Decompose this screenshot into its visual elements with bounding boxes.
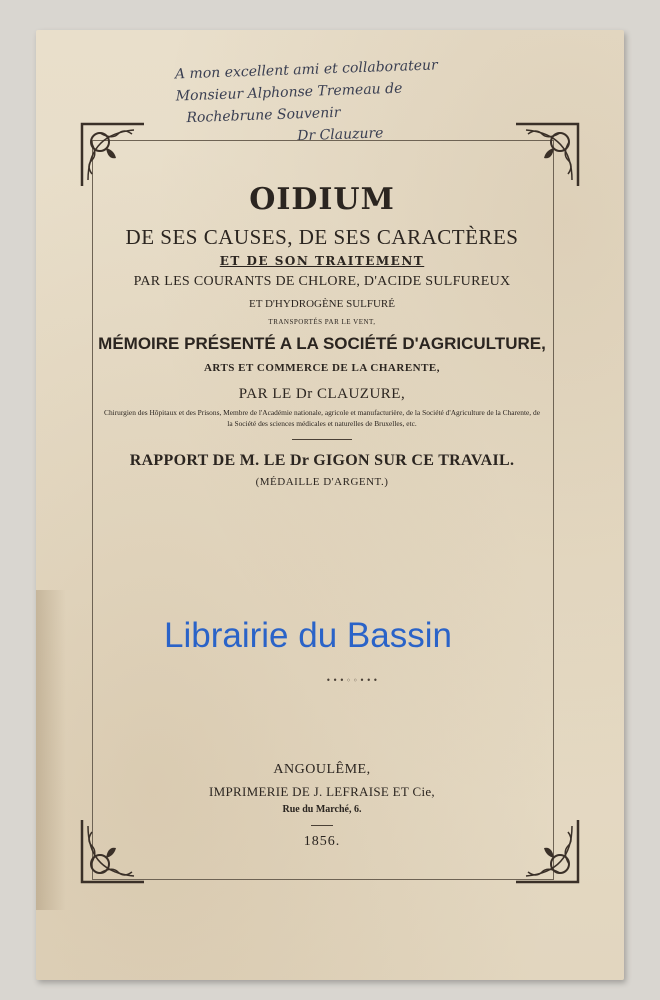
divider [311, 825, 333, 826]
subtitle-line: PAR LES COURANTS DE CHLORE, D'ACIDE SULFUREUX [133, 274, 511, 289]
subtitle-ornate: ET DE SON TRAITEMENT [219, 254, 425, 268]
imprint-printer: IMPRIMERIE DE J. LEFRAISE ET Cie, [209, 784, 435, 799]
inscription-signature: Dr Clauzure [296, 125, 384, 145]
author-bio: Chirurgien des Hôpitaux et des Prisons, Membre de l'Académie nationale, agricole et manufacturière, de la Société d'Agriculture de la Charente, de la Société des sciences médicales et naturelles de Bruxelles, etc. [104, 408, 540, 428]
memoire-arts: ARTS ET COMMERCE DE LA CHARENTE, [203, 362, 441, 374]
inscription-line: A mon excellent ami et collaborateur [174, 57, 439, 83]
rapport-heading: RAPPORT DE M. LE Dr GIGON SUR CE TRAVAIL. [129, 452, 515, 469]
cover-content [36, 30, 624, 980]
imprint-city: ANGOULÊME, [273, 762, 371, 777]
memoire-heading: MÉMOIRE PRÉSENTÉ A LA SOCIÉTÉ D'AGRICULTURE, [98, 334, 546, 353]
ornament-dots: •••◦◦••• [326, 676, 380, 685]
watermark: Librairie du Bassin [164, 616, 452, 655]
inscription-line: Monsieur Alphonse Tremeau de [175, 80, 403, 105]
book-subtitle: DE SES CAUSES, DE SES CARACTÈRES [125, 225, 519, 249]
author-name: PAR LE Dr CLAUZURE, [238, 386, 406, 402]
subtitle-line: TRANSPORTÉS PAR LE VENT, [268, 318, 376, 326]
book-title: OIDIUM [249, 182, 395, 217]
divider [292, 439, 352, 440]
imprint-year: 1856. [303, 834, 341, 849]
title-block [92, 180, 552, 488]
imprint-street: Rue du Marché, 6. [282, 804, 362, 815]
inscription-line: Rochebrune Souvenir [186, 104, 341, 127]
subtitle-line: ET D'HYDROGÈNE SULFURÉ [248, 298, 395, 310]
imprint-block [92, 762, 552, 850]
medaille-note: (MÉDAILLE D'ARGENT.) [255, 476, 389, 488]
